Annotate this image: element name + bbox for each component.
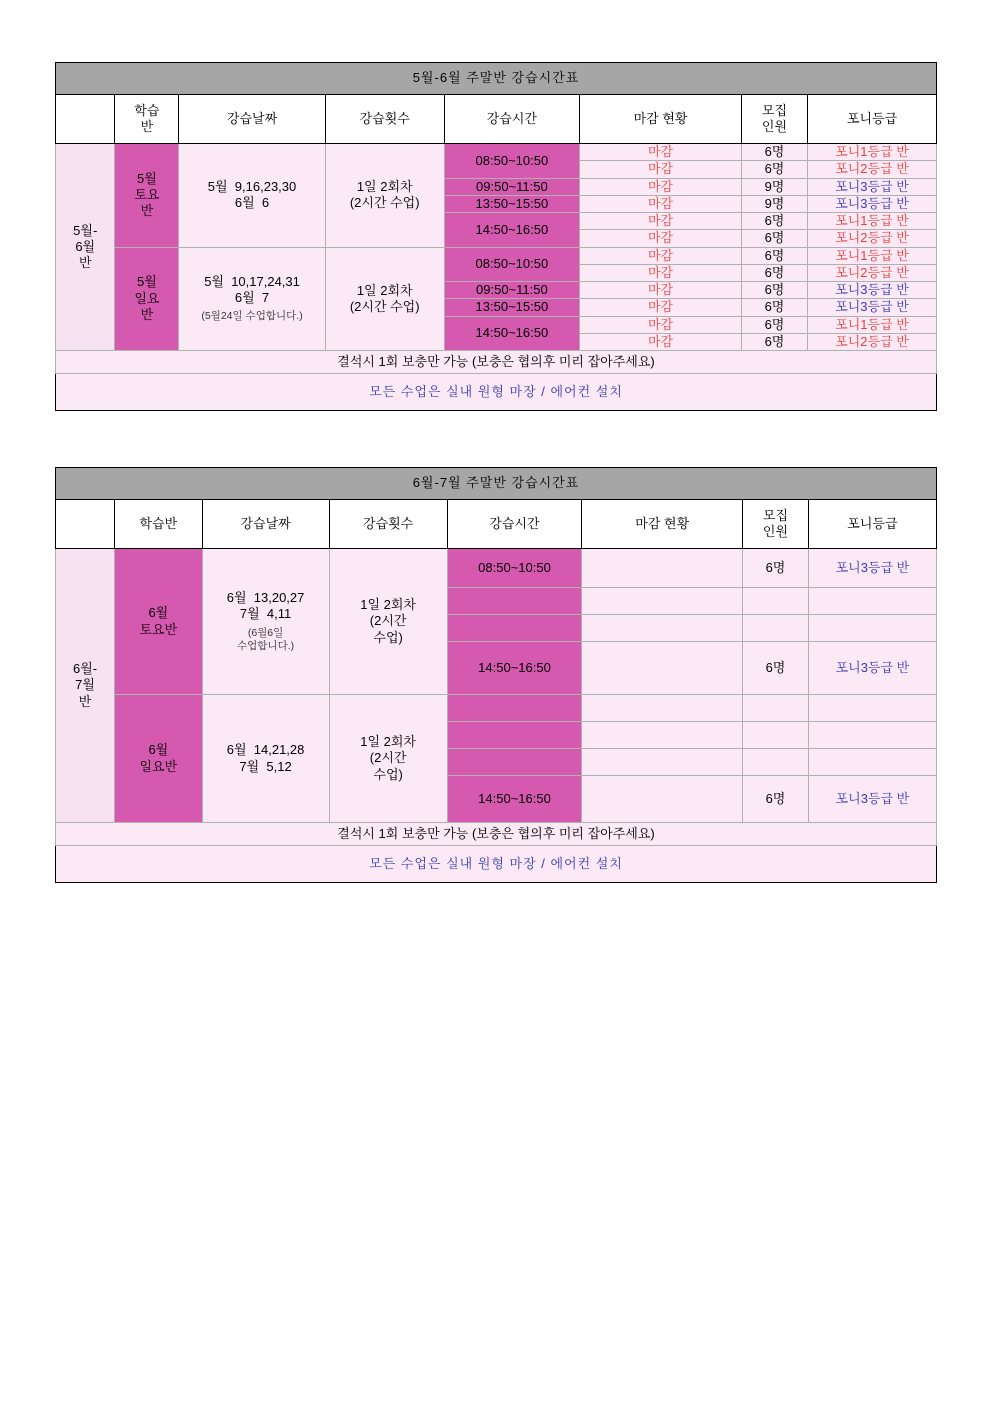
table2-title: 6월-7월 주말반 강습시간표 (56, 468, 937, 500)
grade-cell: 포니2등급 반 (808, 264, 937, 281)
time-slot: 09:50~11:50 (444, 282, 579, 299)
capacity-cell: 6명 (743, 642, 809, 695)
header-date: 강습날짜 (179, 95, 325, 144)
header-date: 강습날짜 (202, 500, 329, 549)
header-capacity: 모집 인원 (741, 95, 807, 144)
time-slot: 08:50~10:50 (444, 247, 579, 282)
status-cell: 마감 (580, 316, 742, 333)
grade-cell (808, 695, 936, 722)
grade-cell (808, 588, 936, 615)
capacity-cell: 6명 (741, 299, 807, 316)
class-count-sun: 1일 2회차 (2시간 수업) (325, 247, 444, 351)
grade-cell: 포니1등급 반 (808, 247, 937, 264)
capacity-cell: 6명 (741, 282, 807, 299)
grade-cell: 포니2등급 반 (808, 161, 937, 178)
table-gap (0, 411, 992, 467)
header-corner (56, 95, 115, 144)
capacity-cell: 6명 (741, 247, 807, 264)
class-dates-sat2-note: (6월6일 수업합니다.) (237, 626, 295, 652)
grade-cell (808, 749, 936, 776)
status-cell (582, 776, 743, 823)
header-count: 강습횟수 (329, 500, 447, 549)
header-time: 강습시간 (444, 95, 579, 144)
header-grade: 포니등급 (808, 95, 937, 144)
time-slot: 13:50~15:50 (444, 299, 579, 316)
table2-note: 결석시 1회 보충만 가능 (보충은 협의후 미리 잡아주세요) (56, 823, 937, 846)
status-cell: 마감 (580, 247, 742, 264)
table-row (56, 144, 937, 161)
status-cell (582, 615, 743, 642)
time-slot (447, 615, 582, 642)
status-cell: 마감 (580, 144, 742, 161)
time-slot (447, 722, 582, 749)
capacity-cell (743, 695, 809, 722)
time-slot: 14:50~16:50 (444, 213, 579, 248)
capacity-cell (743, 615, 809, 642)
status-cell (582, 749, 743, 776)
class-dates-sun-note: (5월24일 수업합니다.) (201, 310, 303, 323)
capacity-cell: 6명 (743, 776, 809, 823)
header-capacity: 모집 인원 (743, 500, 809, 549)
status-cell (582, 722, 743, 749)
grade-cell (808, 615, 936, 642)
class-dates-sun2: 6월 14,21,28 7월 5,12 (202, 695, 329, 823)
schedule-table-june-july (55, 467, 937, 883)
time-slot: 14:50~16:50 (447, 776, 582, 823)
time-slot: 09:50~11:50 (444, 178, 579, 195)
status-cell (582, 695, 743, 722)
grade-cell (808, 722, 936, 749)
status-cell: 마감 (580, 230, 742, 247)
class-dates-sat: 5월 9,16,23,30 6월 6 (179, 144, 325, 248)
status-cell: 마감 (580, 195, 742, 212)
header-corner (56, 500, 115, 549)
class-count-sat2: 1일 2회차 (2시간 수업) (329, 549, 447, 695)
time-slot (447, 588, 582, 615)
grade-cell: 포니3등급 반 (808, 776, 936, 823)
status-cell: 마감 (580, 178, 742, 195)
grade-cell: 포니2등급 반 (808, 230, 937, 247)
table2-header-row (56, 500, 937, 549)
table1-title: 5월-6월 주말반 강습시간표 (56, 63, 937, 95)
status-cell: 마감 (580, 299, 742, 316)
capacity-cell: 9명 (741, 178, 807, 195)
class-count-sun2: 1일 2회차 (2시간 수업) (329, 695, 447, 823)
grade-cell: 포니3등급 반 (808, 299, 937, 316)
header-class: 학습 반 (115, 95, 179, 144)
capacity-cell (743, 749, 809, 776)
status-cell: 마감 (580, 333, 742, 350)
table2-footer: 모든 수업은 실내 원형 마장 / 에어컨 설치 (56, 846, 937, 883)
status-cell: 마감 (580, 264, 742, 281)
grade-cell: 포니3등급 반 (808, 642, 936, 695)
header-class: 학습반 (115, 500, 203, 549)
time-slot (447, 749, 582, 776)
grade-cell: 포니3등급 반 (808, 549, 936, 588)
capacity-cell (743, 722, 809, 749)
status-cell (582, 642, 743, 695)
header-grade: 포니등급 (808, 500, 936, 549)
capacity-cell: 6명 (741, 144, 807, 161)
status-cell: 마감 (580, 161, 742, 178)
capacity-cell: 6명 (741, 264, 807, 281)
table1-row-label: 5월- 6월 반 (56, 144, 115, 351)
table-row (56, 549, 937, 588)
table2-row-label: 6월- 7월 반 (56, 549, 115, 823)
capacity-cell (743, 588, 809, 615)
header-status: 마감 현황 (582, 500, 743, 549)
header-count: 강습횟수 (325, 95, 444, 144)
time-slot: 08:50~10:50 (444, 144, 579, 179)
capacity-cell: 6명 (741, 213, 807, 230)
status-cell (582, 588, 743, 615)
grade-cell: 포니1등급 반 (808, 316, 937, 333)
schedule-table-may-june (55, 62, 937, 411)
class-label-sat: 5월 토요 반 (115, 144, 179, 248)
capacity-cell: 6명 (741, 161, 807, 178)
header-status: 마감 현황 (580, 95, 742, 144)
table1-note: 결석시 1회 보충만 가능 (보충은 협의후 미리 잡아주세요) (56, 351, 937, 374)
class-dates-sun: 5월 10,17,24,31 6월 7 (5월24일 수업합니다.) (179, 247, 325, 351)
time-slot: 13:50~15:50 (444, 195, 579, 212)
status-cell: 마감 (580, 213, 742, 230)
grade-cell: 포니1등급 반 (808, 213, 937, 230)
class-count-sat: 1일 2회차 (2시간 수업) (325, 144, 444, 248)
class-label-sat2: 6월 토요반 (115, 549, 203, 695)
class-dates-sat2: 6월 13,20,27 7월 4,11 (6월6일 수업합니다.) (202, 549, 329, 695)
capacity-cell: 6명 (743, 549, 809, 588)
time-slot: 14:50~16:50 (447, 642, 582, 695)
table-row (56, 695, 937, 722)
class-label-sun: 5월 일요 반 (115, 247, 179, 351)
status-cell (582, 549, 743, 588)
time-slot: 14:50~16:50 (444, 316, 579, 351)
time-slot: 08:50~10:50 (447, 549, 582, 588)
table1-footer: 모든 수업은 실내 원형 마장 / 에어컨 설치 (56, 374, 937, 411)
grade-cell: 포니3등급 반 (808, 195, 937, 212)
table-row (56, 247, 937, 264)
header-time: 강습시간 (447, 500, 582, 549)
capacity-cell: 6명 (741, 230, 807, 247)
class-label-sun2: 6월 일요반 (115, 695, 203, 823)
capacity-cell: 6명 (741, 333, 807, 350)
status-cell: 마감 (580, 282, 742, 299)
capacity-cell: 9명 (741, 195, 807, 212)
grade-cell: 포니3등급 반 (808, 282, 937, 299)
table1-header-row (56, 95, 937, 144)
grade-cell: 포니3등급 반 (808, 178, 937, 195)
grade-cell: 포니1등급 반 (808, 144, 937, 161)
capacity-cell: 6명 (741, 316, 807, 333)
time-slot (447, 695, 582, 722)
grade-cell: 포니2등급 반 (808, 333, 937, 350)
